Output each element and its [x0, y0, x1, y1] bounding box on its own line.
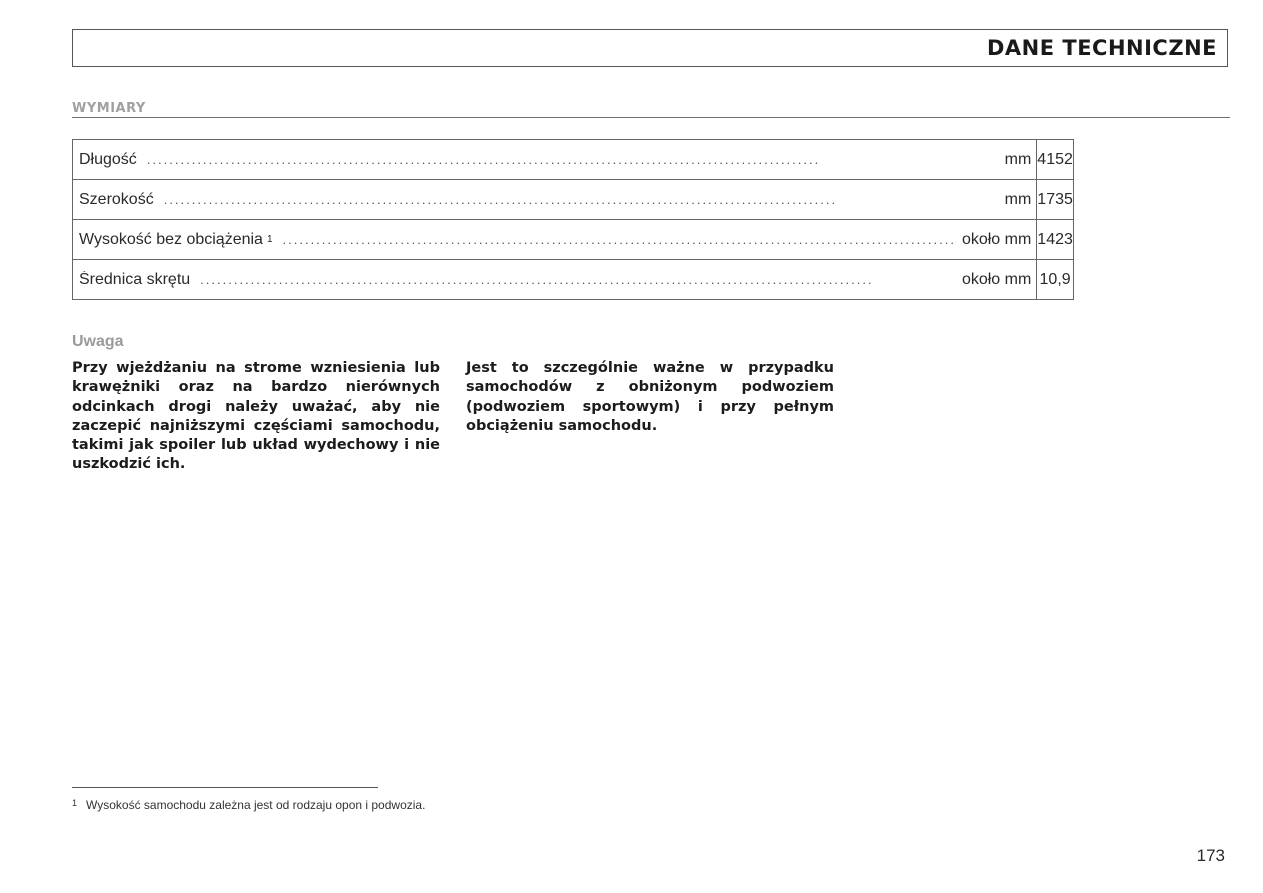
row-label: Wysokość bez obciążenia — [79, 230, 263, 248]
note-text-left: Przy wjeżdżaniu na strome wzniesienia lub krawężniki oraz na bardzo nierównych odcinkach drogi należy uważać, aby nie zaczepić najniższymi częściami samochodu, takimi jak spoiler lub układ wydechowy i nie uszkodzić ich. — [72, 360, 440, 473]
section-divider — [72, 117, 1230, 118]
table-row — [73, 220, 1074, 260]
footnote-divider — [72, 787, 378, 788]
page-title: DANE TECHNICZNE — [986, 36, 1217, 60]
table-row — [73, 140, 1074, 180]
table-row — [73, 180, 1074, 220]
section-title: WYMIARY — [72, 101, 146, 116]
row-value: 10,9 — [1037, 260, 1074, 300]
dot-leader — [200, 272, 956, 287]
header-box — [72, 29, 1228, 67]
row-label: Długość — [79, 150, 137, 168]
row-value: 1423 — [1037, 220, 1074, 260]
note-text-right: Jest to szczególnie ważne w przypadku samochodów z obniżonym podwoziem (podwoziem sportowym) i przy pełnym obciążeniu samochodu. — [466, 360, 834, 434]
footnote-mark: 1 — [72, 798, 78, 808]
row-value: 1735 — [1037, 180, 1074, 220]
note-title: Uwaga — [72, 333, 124, 350]
row-value: 4152 — [1037, 140, 1074, 180]
footnote-text: Wysokość samochodu zależna jest od rodzaju opon i podwozia. — [86, 798, 426, 812]
row-unit: mm — [1004, 190, 1032, 208]
dot-leader — [147, 152, 999, 167]
page-number: 173 — [1196, 846, 1225, 865]
row-unit: około mm — [961, 270, 1032, 288]
footnote — [72, 797, 452, 814]
row-label: Średnica skrętu — [79, 270, 191, 288]
row-unit: mm — [1004, 150, 1032, 168]
dimensions-table — [72, 139, 1074, 300]
dot-leader — [283, 232, 956, 247]
row-label-cell — [73, 180, 1037, 220]
row-unit: około mm — [961, 230, 1032, 248]
row-label-cell — [73, 220, 1037, 260]
row-label-cell — [73, 140, 1037, 180]
row-label-cell — [73, 260, 1037, 300]
row-label: Szerokość — [79, 190, 154, 208]
table-row — [73, 260, 1074, 300]
dot-leader — [164, 192, 999, 207]
footnote-reference: 1 — [266, 234, 273, 245]
